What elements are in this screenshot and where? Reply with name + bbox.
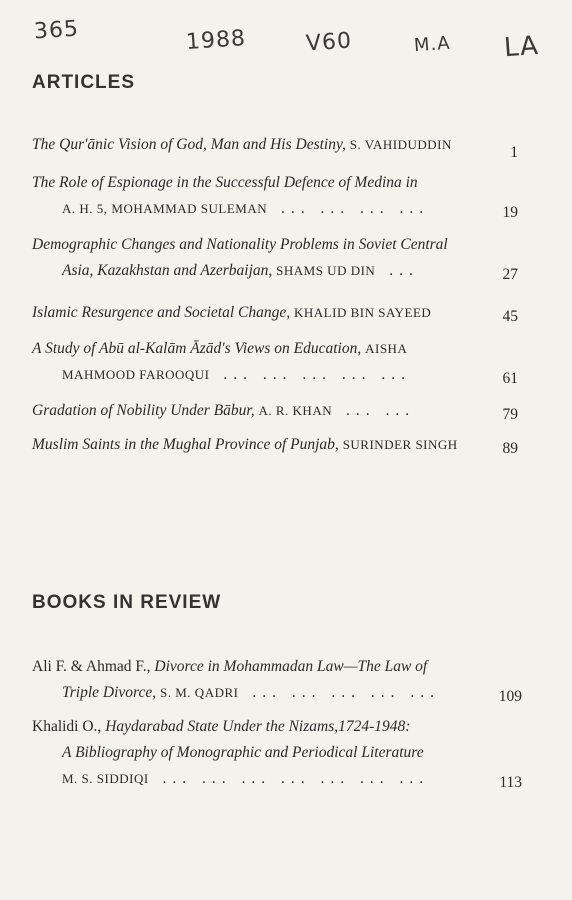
handwritten-mark: LA xyxy=(502,30,540,64)
leader-dots: ... ... ... ... ... ... ... xyxy=(162,770,430,787)
entry-title: A Study of Abū al-Kalām Āzād's Views on Education, xyxy=(32,340,362,357)
leader-dots: ... ... ... ... ... xyxy=(252,684,440,701)
entry-page: 61 xyxy=(502,370,518,387)
entry-author: A. R. KHAN xyxy=(258,403,333,418)
entry-author: MAHMOOD FAROOQUI xyxy=(62,367,210,382)
toc-entry xyxy=(32,300,518,330)
handwritten-mark: 365 xyxy=(33,16,80,45)
entry-title-cont: Asia, Kazakhstan and Azerbaijan, xyxy=(62,262,273,279)
review-title-cont: A Bibliography of Monographic and Periodical Literature xyxy=(62,744,424,761)
handwritten-mark: 1988 xyxy=(185,25,247,56)
review-authors: Ali F. & Ahmad F., xyxy=(32,658,151,675)
entry-author-prefix: A. H. 5, xyxy=(62,201,108,216)
handwritten-mark: V60 xyxy=(305,28,353,57)
handwritten-mark: M.A xyxy=(413,32,452,57)
reviewer: S. M. QADRI xyxy=(160,685,239,700)
toc-entry xyxy=(32,398,518,428)
review-title: Haydarabad State Under the Nizams,1724-1948: xyxy=(105,718,411,735)
entry-title: The Role of Espionage in the Successful Defence of Medina in xyxy=(32,174,418,191)
toc-entry xyxy=(32,170,518,226)
entry-title: Muslim Saints in the Mughal Province of Punjab, xyxy=(32,436,339,453)
entry-page: 27 xyxy=(502,266,518,283)
toc-entry xyxy=(32,232,518,288)
leader-dots: ... ... xyxy=(345,402,416,419)
entry-author: S. VAHIDUDDIN xyxy=(349,137,452,152)
review-entry xyxy=(32,654,522,710)
entry-title: Demographic Changes and Nationality Problems in Soviet Central xyxy=(32,236,448,253)
entry-page: 89 xyxy=(502,440,518,457)
review-authors: Khalidi O., xyxy=(32,718,102,735)
entry-author: KHALID BIN SAYEED xyxy=(294,305,432,320)
review-page: 109 xyxy=(498,688,522,705)
entry-author-first: AISHA xyxy=(365,341,408,356)
leader-dots: ... ... ... ... xyxy=(281,200,430,217)
review-entry xyxy=(32,714,522,796)
review-page: 113 xyxy=(499,774,522,791)
entry-author: SHAMS UD DIN xyxy=(276,263,376,278)
entry-page: 1 xyxy=(510,144,518,161)
review-title: Divorce in Mohammadan Law—The Law of xyxy=(154,658,428,675)
entry-title: Islamic Resurgence and Societal Change, xyxy=(32,304,291,321)
entry-page: 45 xyxy=(502,308,518,325)
toc-entry xyxy=(32,432,518,462)
entry-page: 19 xyxy=(502,204,518,221)
articles-list xyxy=(32,132,518,462)
review-title-cont: Triple Divorce, xyxy=(62,684,157,701)
toc-entry xyxy=(32,132,518,166)
entry-author: MOHAMMAD SULEMAN xyxy=(111,201,268,216)
leader-dots: ... ... ... ... ... xyxy=(223,366,412,383)
reviewer: M. S. SIDDIQI xyxy=(62,771,149,786)
entry-page: 79 xyxy=(502,406,518,423)
section-heading-articles: ARTICLES xyxy=(32,72,135,93)
reviews-list xyxy=(32,654,522,796)
toc-entry xyxy=(32,336,518,392)
entry-author: SURINDER SINGH xyxy=(342,437,458,452)
entry-title: Gradation of Nobility Under Bābur, xyxy=(32,402,255,419)
leader-dots: ... xyxy=(389,262,419,279)
section-heading-reviews: BOOKS IN REVIEW xyxy=(32,592,222,613)
entry-title: The Qur'ānic Vision of God, Man and His Destiny, xyxy=(32,136,346,153)
